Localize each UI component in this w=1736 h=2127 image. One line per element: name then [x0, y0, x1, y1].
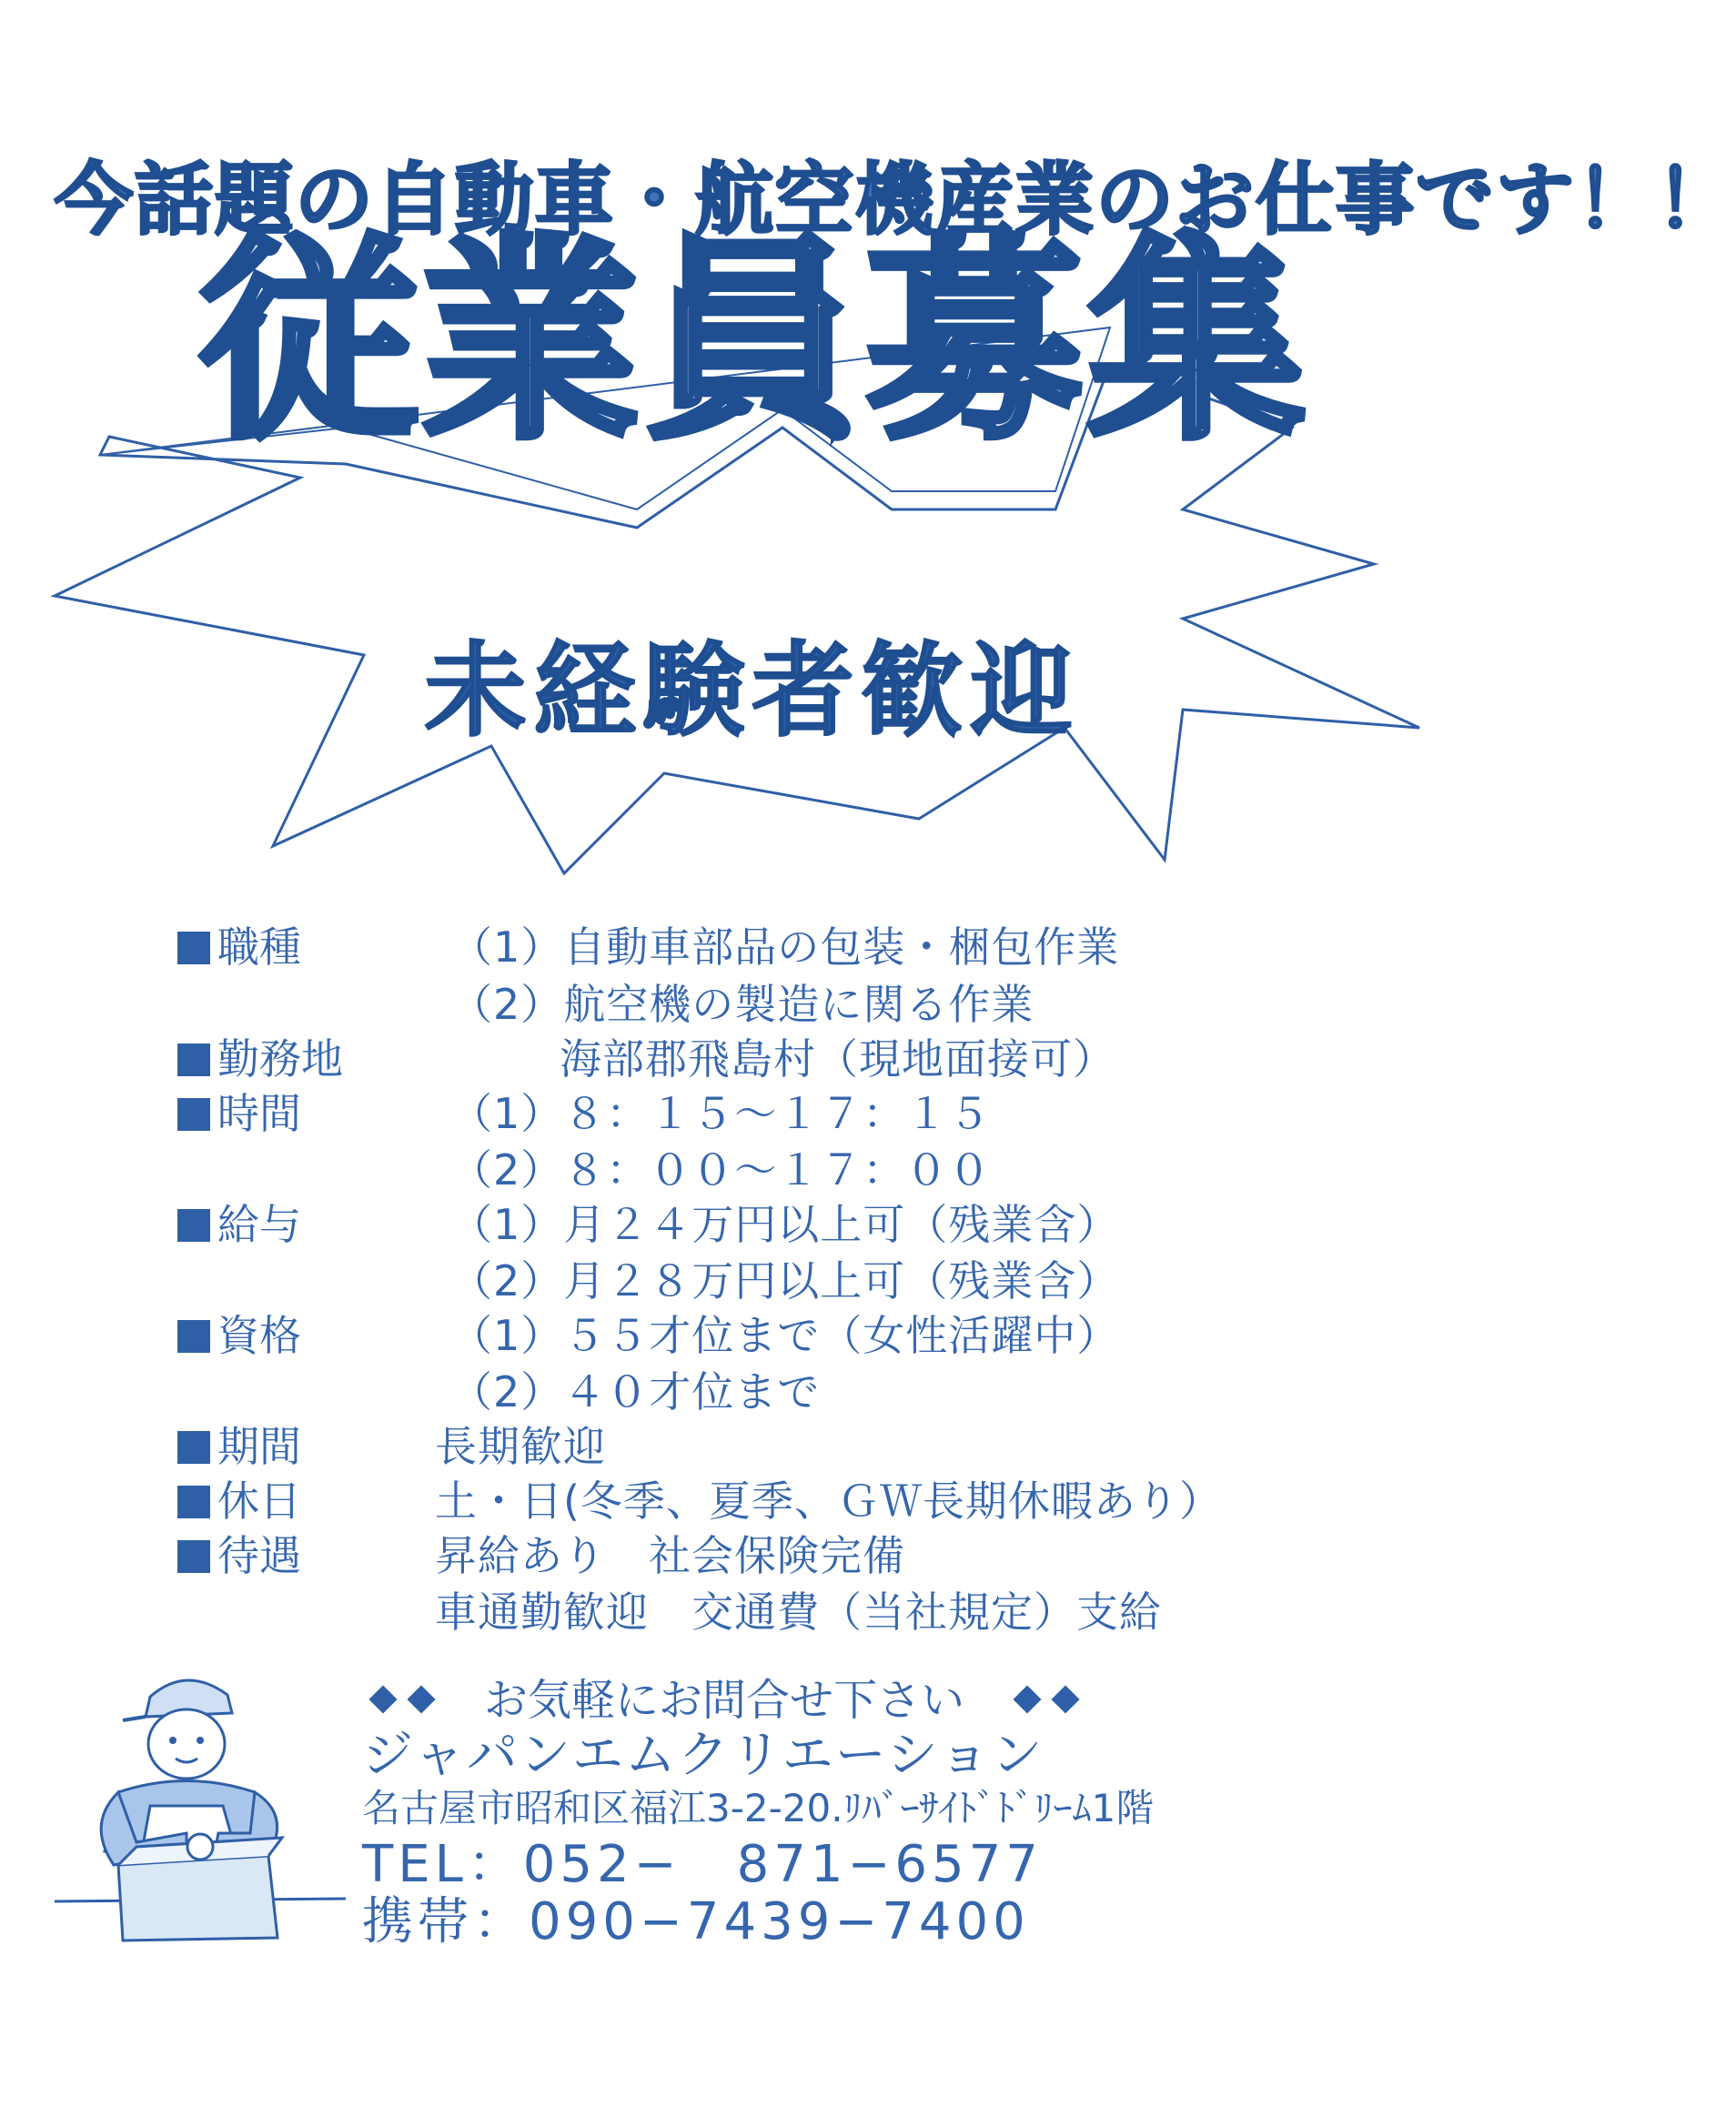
- welcome-banner: 未経験者歓迎: [424, 632, 1080, 751]
- square-bullet-icon: [177, 1486, 210, 1518]
- company-name: ジャパンエムクリエーション: [362, 1726, 1045, 1785]
- holidays-line-1: 土・日(冬季、夏季、ＧＷ長期休暇あり）: [435, 1477, 1222, 1526]
- job-type-line-1: （1）自動車部品の包装・梱包作業: [450, 922, 1120, 972]
- diamond-icon: [407, 1685, 435, 1713]
- label-qualification: 資格: [177, 1303, 301, 1363]
- benefits-line-1: 昇給あり 社会保険完備: [435, 1531, 905, 1580]
- mobile-phone: 携帯：090−7439−7400: [362, 1892, 1030, 1951]
- contact-invite: お気軽にお問合せ下さい: [364, 1665, 1085, 1728]
- location-line-1: 海部郡飛島村（現地面接可）: [560, 1034, 1115, 1084]
- label-benefits: 待遇: [177, 1523, 301, 1583]
- square-bullet-icon: [177, 1320, 210, 1353]
- label-holidays: 休日: [177, 1468, 301, 1528]
- period-line-1: 長期歓迎: [435, 1422, 606, 1471]
- square-bullet-icon: [177, 1098, 210, 1131]
- label-period: 期間: [177, 1414, 301, 1474]
- headline: 今話題の自動車・航空機産業のお仕事です！！: [55, 155, 1736, 246]
- job-type-line-2: （2）航空機の製造に関る作業: [450, 980, 1035, 1029]
- square-bullet-icon: [177, 1043, 210, 1076]
- telephone: TEL：052− 871−6577: [362, 1835, 1043, 1894]
- qualification-line-1: （1）５５才位まで（女性活躍中）: [450, 1311, 1120, 1360]
- square-bullet-icon: [177, 1209, 210, 1242]
- label-location: 勤務地: [177, 1026, 343, 1086]
- benefits-line-2: 車通勤歓迎 交通費（当社規定）支給: [435, 1588, 1162, 1637]
- label-job-type: 職種: [177, 914, 301, 974]
- hours-line-2: （2）８：００〜１７：００: [450, 1145, 992, 1195]
- qualification-line-2: （2）４０才位まで: [450, 1367, 821, 1416]
- salary-line-2: （2）月２８万円以上可（残業含）: [450, 1256, 1120, 1305]
- label-hours: 時間: [177, 1081, 301, 1141]
- hours-line-1: （1）８：１５〜１７：１５: [450, 1089, 992, 1138]
- square-bullet-icon: [177, 932, 210, 964]
- square-bullet-icon: [177, 1540, 210, 1573]
- label-salary: 給与: [177, 1192, 301, 1252]
- diamond-icon: [1013, 1685, 1041, 1713]
- main-title: 従業員募集: [200, 217, 1310, 469]
- address: 名古屋市昭和区福江3-2-20.ﾘﾊﾞｰｻｲﾄﾞﾄﾞﾘｰﾑ1階: [362, 1786, 1155, 1830]
- diamond-icon: [368, 1685, 397, 1713]
- salary-line-1: （1）月２４万円以上可（残業含）: [450, 1200, 1120, 1249]
- square-bullet-icon: [177, 1431, 210, 1464]
- diamond-icon: [1051, 1685, 1079, 1713]
- worker-illustration: [50, 1669, 350, 1942]
